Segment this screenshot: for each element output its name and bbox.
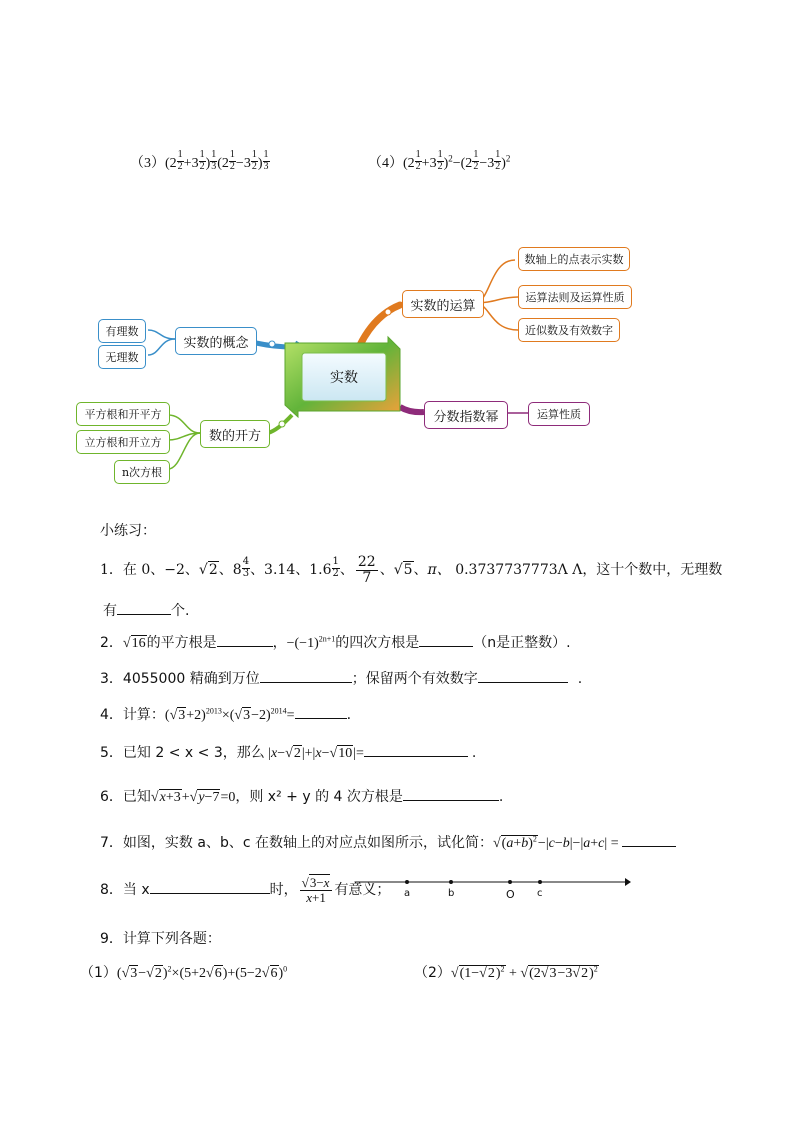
item-label: （4） (368, 156, 403, 171)
mind-map (70, 235, 630, 490)
answer-blank[interactable] (260, 668, 352, 683)
question-1: 1．在 0、−2、√2、8 $\frac{4}{3}$ 、3.14、1.6 $\frac{1}{2}$ 、 $\frac{22}{7}$ 、√5、π、 0.3737737773Λ Λ，这十个数中，无理数 (100, 554, 723, 586)
question-3: 3．4055000 精确到万位 ；保留两个有效数字 . (100, 668, 582, 688)
axis-label-o: O (506, 888, 515, 901)
question-8: 8．当 x 时， $\frac{√3-x}{x+1}$ 有意义； (100, 875, 391, 905)
branch-node-concept: 实数的概念 (175, 327, 257, 355)
question-2: 2．√16的平方根是 ，$-(-1)^{2n+1}$的四次方根是 （n是正整数）. (100, 632, 571, 652)
item-label: （3） (130, 156, 165, 171)
leaf-node: 有理数 (98, 319, 146, 343)
axis-label-c: c (537, 888, 543, 899)
leaf-node: 运算法则及运算性质 (518, 285, 632, 309)
axis-label-a: a (404, 888, 411, 899)
question-5: 5．已知 2 < x < 3，那么 |x−√2|+|x−√10|= . (100, 742, 476, 762)
answer-blank[interactable] (295, 704, 347, 719)
answer-blank[interactable] (478, 668, 568, 683)
center-node: 实数 (330, 370, 358, 386)
leaf-node: n次方根 (114, 460, 170, 484)
question-9-sub1: $(1)(√3-√2)^2\times(5+2√6)+(5-2√6)^0$ (80, 964, 288, 981)
branch-node-operation: 实数的运算 (402, 290, 484, 318)
leaf-node: 运算性质 (528, 402, 590, 426)
leaf-node: 无理数 (98, 345, 146, 369)
answer-blank[interactable] (622, 832, 676, 847)
question-1-line2: 有 个. (103, 600, 189, 620)
answer-blank[interactable] (403, 786, 499, 801)
top-expression-3: （3）(2 $\frac{1}{2}$ +3 $\frac{1}{2}$ ) $\frac{1}{3}$ (2 $\frac{1}{2}$ −3 $\frac{1}{2}$ ) $\frac{1}{3}$ (130, 149, 269, 172)
leaf-node: 近似数及有效数字 (518, 318, 620, 342)
top-expression-4: （4）(2 $\frac{1}{2}$ +3 $\frac{1}{2}$ )$^2$−(2 $\frac{1}{2}$ −3 $\frac{1}{2}$ )$^2$ (368, 149, 511, 172)
practice-heading: 小练习： (100, 523, 156, 539)
number-line (355, 870, 635, 910)
question-7: 7．如图，实数 a、b、c 在数轴上的对应点如图所示，试化简：$√(a+b)^2-|c-b|-|a+c|$ = (100, 832, 676, 852)
answer-blank[interactable] (150, 879, 270, 894)
answer-blank[interactable] (419, 632, 473, 647)
answer-blank[interactable] (217, 632, 273, 647)
question-4: 4．计算：$(√3+2)^{2013}\times(√3-2)^{2014}=$ . (100, 704, 351, 724)
leaf-node: 平方根和开平方 (76, 402, 170, 426)
question-9: 9．计算下列各题： (100, 931, 221, 947)
leaf-node: 立方根和开立方 (76, 430, 170, 454)
answer-blank[interactable] (364, 742, 468, 757)
branch-node-root: 数的开方 (200, 420, 270, 448)
answer-blank[interactable] (117, 600, 171, 615)
axis-label-b: b (448, 888, 455, 899)
question-9-sub2: $(2)√(1-√2)^2 + √(2√3-3√2)^2$ (414, 964, 598, 981)
branch-node-exponent: 分数指数幂 (424, 401, 508, 429)
leaf-node: 数轴上的点表示实数 (518, 247, 630, 271)
question-6: 6．已知√x+3+√y−7=0，则 x² + y 的 4 次方根是 . (100, 786, 503, 806)
